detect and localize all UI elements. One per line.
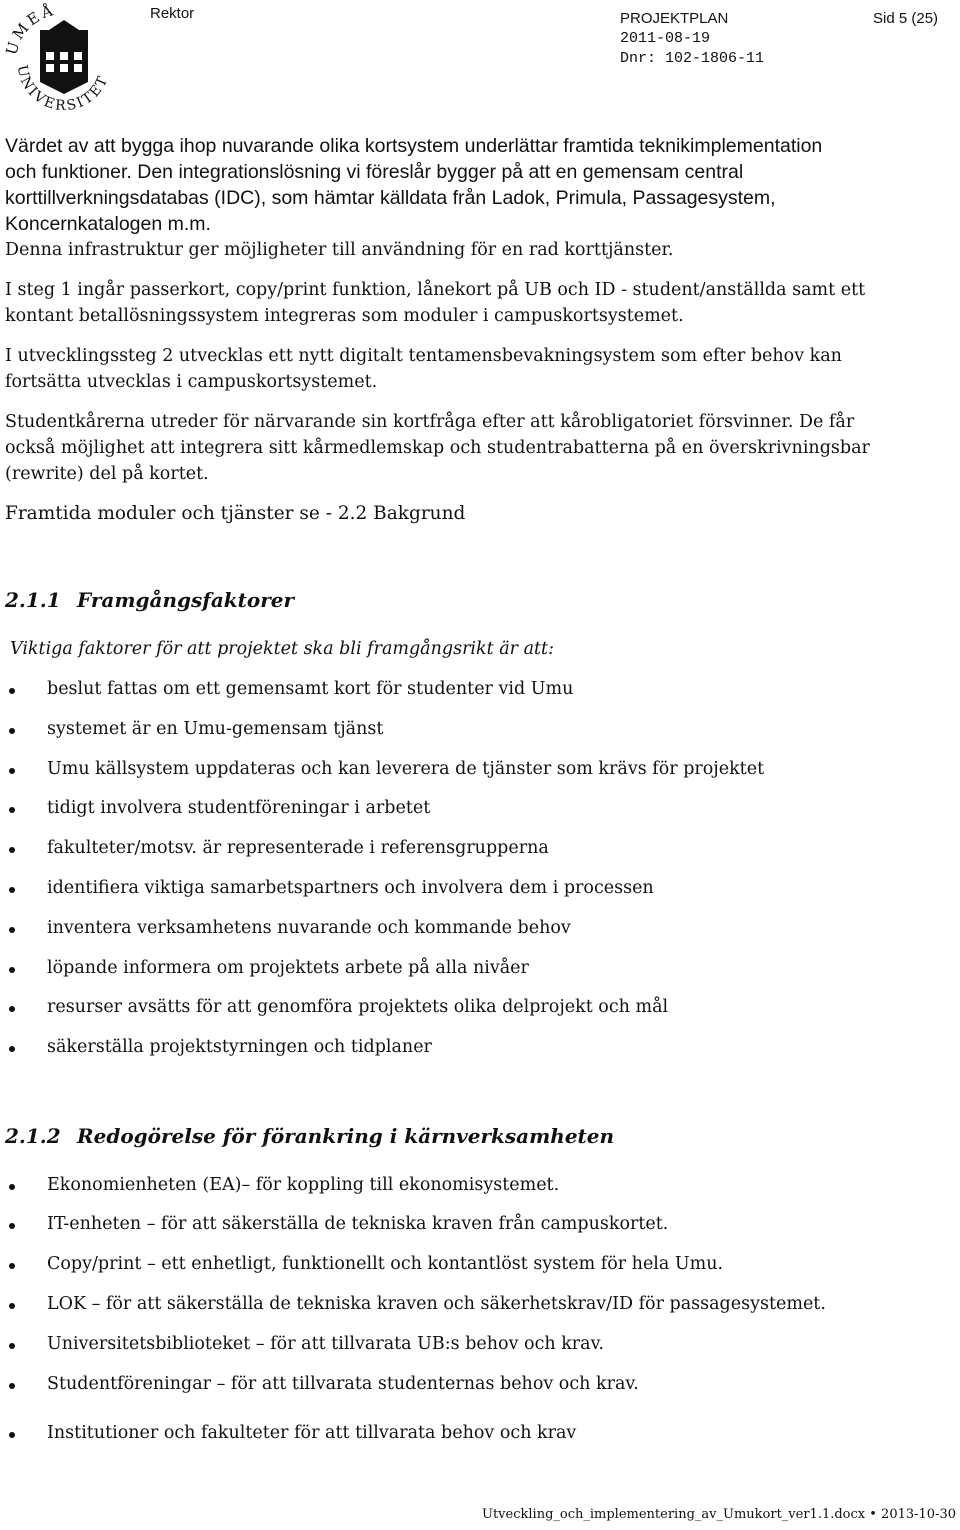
list-item-text: Ekonomienheten (EA)– för koppling till ekonomisystemet. (47, 1175, 560, 1195)
paragraph-line: I utvecklingssteg 2 utvecklas ett nytt digitalt tentamensbevakningsystem som efter behov kan (5, 346, 842, 366)
bullet-icon (9, 1046, 15, 1052)
list-item-text: tidigt involvera studentföreningar i arbetet (47, 798, 431, 818)
section-heading-212 (5, 1124, 614, 1148)
bullet-icon (9, 1432, 15, 1438)
bullet-icon (9, 807, 15, 813)
doc-dnr: Dnr: 102-1806-11 (620, 50, 765, 67)
section-number: 2.1.1 (5, 588, 61, 612)
bullet-icon (9, 1303, 15, 1309)
header-left-label: Rektor (150, 5, 195, 22)
list-item-text: säkerställa projektstyrningen och tidplaner (47, 1037, 432, 1057)
paragraph-line: Framtida moduler och tjänster se - 2.2 Bakgrund (5, 503, 466, 524)
paragraph-line: Studentkårerna utreder för närvarande sin kortfråga efter att kårobligatoriet försvinner. De får (5, 412, 855, 432)
list-item-text: löpande informera om projektets arbete på alla nivåer (47, 958, 529, 978)
doc-date: 2011-08-19 (620, 30, 711, 47)
intro-line: korttillverkningsdatabas (IDC), som hämtar källdata från Ladok, Primula, Passagesystem, (5, 187, 776, 209)
paragraph-studentkarer (5, 409, 955, 487)
intro-last-line (5, 237, 955, 263)
list-item-text: systemet är en Umu-gemensam tjänst (47, 719, 384, 739)
paragraph-steg1 (5, 277, 955, 329)
bullet-icon (9, 847, 15, 853)
section-title: Framgångsfaktorer (77, 588, 295, 612)
intro-line: Denna infrastruktur ger möjligheter till användning för en rad korttjänster. (5, 240, 674, 260)
bullet-icon (9, 1263, 15, 1269)
paragraph-line: fortsätta utvecklas i campuskortsystemet. (5, 372, 378, 392)
bullet-icon (9, 768, 15, 774)
intro-line: och funktioner. Den integrationslösning vi föreslår bygger på att en gemensam central (5, 161, 744, 183)
list-item-text: Universitetsbiblioteket – för att tillvarata UB:s behov och krav. (47, 1334, 604, 1354)
bullet-icon (9, 1223, 15, 1229)
paragraph-line: också möjlighet att integrera sitt kårmedlemskap och studentrabatterna på en överskrivningsbar (5, 438, 870, 458)
list-item-text: Umu källsystem uppdateras och kan leverera de tjänster som krävs för projektet (47, 759, 765, 779)
list-item-text: beslut fattas om ett gemensamt kort för studenter vid Umu (47, 679, 574, 699)
section-heading-211 (5, 588, 294, 612)
paragraph-line: (rewrite) del på kortet. (5, 464, 209, 484)
list-item-text: Studentföreningar – för att tillvarata studenternas behov och krav. (47, 1374, 639, 1394)
list-item-text: IT-enheten – för att säkerställa de tekniska kraven från campuskortet. (47, 1214, 669, 1234)
bullet-icon (9, 927, 15, 933)
section-211-intro: Viktiga faktorer för att projektet ska bli framgångsrikt är att: (10, 639, 554, 659)
svg-text:UNIVERSITET: UNIVERSITET (13, 63, 113, 115)
svg-text:UMEÅ: UMEÅ (2, 2, 58, 58)
intro-line: Koncernkatalogen m.m. (5, 213, 211, 235)
intro-line: Värdet av att bygga ihop nuvarande olika kortsystem underlättar framtida teknikimplementation (5, 135, 823, 157)
list-item-text: fakulteter/motsv. är representerade i referensgrupperna (47, 838, 549, 858)
bullet-icon (9, 887, 15, 893)
bullet-icon (9, 1383, 15, 1389)
list-item-text: resurser avsätts för att genomföra projektets olika delprojekt och mål (47, 997, 669, 1017)
list-item-text: Copy/print – ett enhetligt, funktionellt och kontantlöst system för hela Umu. (47, 1254, 724, 1274)
list-item-text: inventera verksamhetens nuvarande och kommande behov (47, 918, 571, 938)
intro-paragraph (5, 133, 955, 237)
bullet-icon (9, 688, 15, 694)
bullet-icon (9, 1343, 15, 1349)
paragraph-steg2 (5, 343, 955, 395)
page-number: Sid 5 (25) (873, 10, 939, 27)
section-title: Redogörelse för förankring i kärnverksamheten (77, 1124, 615, 1148)
list-item-text: identifiera viktiga samarbetspartners och involvera dem i processen (47, 878, 654, 898)
bullet-icon (9, 967, 15, 973)
umea-university-logo (2, 2, 126, 120)
list-item-text: LOK – för att säkerställa de tekniska kraven och säkerhetskrav/ID för passagesystemet. (47, 1294, 826, 1314)
paragraph-line: I steg 1 ingår passerkort, copy/print funktion, lånekort på UB och ID - student/anställda samt ett (5, 280, 866, 300)
bullet-icon (9, 1006, 15, 1012)
list-item-text: Institutioner och fakulteter för att tillvarata behov och krav (47, 1423, 577, 1443)
paragraph-line: kontant betallösningssystem integreras som moduler i campuskortsystemet. (5, 306, 684, 326)
bullet-icon (9, 1184, 15, 1190)
paragraph-framtida (5, 501, 955, 527)
bullet-icon (9, 728, 15, 734)
page-footer: Utveckling_och_implementering_av_Umukort_ver1.1.docx • 2013-10-30 (482, 1507, 956, 1522)
doc-type: PROJEKTPLAN (620, 10, 729, 27)
section-number: 2.1.2 (5, 1124, 61, 1148)
